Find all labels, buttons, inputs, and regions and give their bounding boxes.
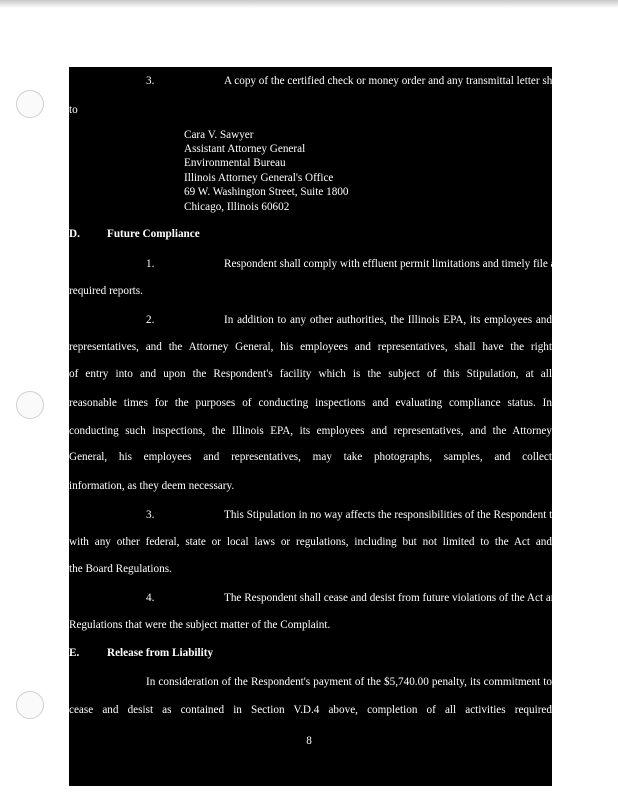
section-heading-e: E. Release from Liability bbox=[69, 647, 214, 659]
paragraph-c3-line1: 3. A copy of the certified check or money order and any transmittal letter shall be sent bbox=[69, 72, 552, 90]
paragraph-d2-line1: 2. In addition to any other authorities, the Illinois EPA, its employees and bbox=[69, 311, 552, 329]
paragraph-number: 3. bbox=[146, 509, 155, 521]
paragraph-d2-line3: of entry into and upon the Respondent's facility which is the subject of this Stipulation, at all bbox=[69, 368, 552, 380]
paragraph-number: 3. bbox=[146, 75, 155, 87]
paragraph-c3-line2: to bbox=[69, 104, 78, 116]
paragraph-d2-line5: conducting such inspections, the Illinois EPA, its employees and representatives, and the Attorney bbox=[69, 425, 552, 437]
paragraph-number: 4. bbox=[146, 592, 155, 604]
section-heading-d: D. Future Compliance bbox=[69, 228, 200, 240]
punch-hole-top bbox=[16, 90, 44, 118]
paragraph-d2-line7: information, as they deem necessary. bbox=[69, 480, 235, 492]
paragraph-d4-line1: 4. The Respondent shall cease and desist from future violations of the Act and Board bbox=[69, 589, 552, 607]
punch-hole-bottom bbox=[16, 691, 44, 719]
paragraph-e-line2: cease and desist as contained in Section V.D.4 above, completion of all activities required bbox=[69, 704, 552, 716]
paragraph-d4-line2: Regulations that were the subject matter of the Complaint. bbox=[69, 619, 331, 631]
address-line: Cara V. Sawyer bbox=[184, 129, 254, 141]
address-line: Assistant Attorney General bbox=[184, 143, 306, 155]
address-line: Illinois Attorney General's Office bbox=[184, 172, 334, 184]
paragraph-d3-line3: the Board Regulations. bbox=[69, 563, 172, 575]
paragraph-d2-line4: reasonable times for the purposes of conducting inspections and evaluating compliance status. In bbox=[69, 397, 552, 409]
address-line: 69 W. Washington Street, Suite 1800 bbox=[184, 186, 349, 198]
address-line: Chicago, Illinois 60602 bbox=[184, 201, 290, 213]
paragraph-d1-line2: required reports. bbox=[69, 285, 143, 297]
paragraph-d2-line2: representatives, and the Attorney General, his employees and representatives, shall have the right bbox=[69, 341, 552, 353]
paragraph-d2-line6: General, his employees and representatives, may take photographs, samples, and collect bbox=[69, 451, 552, 463]
paragraph-d1-line1: 1. Respondent shall comply with effluent permit limitations and timely file all future bbox=[69, 255, 552, 273]
document-page bbox=[69, 67, 598, 786]
paragraph-d3-line1: 3. This Stipulation in no way affects the responsibilities of the Respondent to comply bbox=[69, 506, 552, 524]
scan-edge bbox=[0, 0, 618, 8]
paragraph-number: 2. bbox=[146, 314, 155, 326]
address-line: Environmental Bureau bbox=[184, 157, 286, 169]
punch-hole-middle bbox=[16, 391, 44, 419]
page-number: 8 bbox=[306, 735, 312, 747]
paragraph-d3-line2: with any other federal, state or local laws or regulations, including but not limited to the Act and bbox=[69, 536, 552, 548]
paragraph-e-line1: In consideration of the Respondent's payment of the $5,740.00 penalty, its commitment to bbox=[146, 676, 552, 688]
paragraph-number: 1. bbox=[146, 258, 155, 270]
